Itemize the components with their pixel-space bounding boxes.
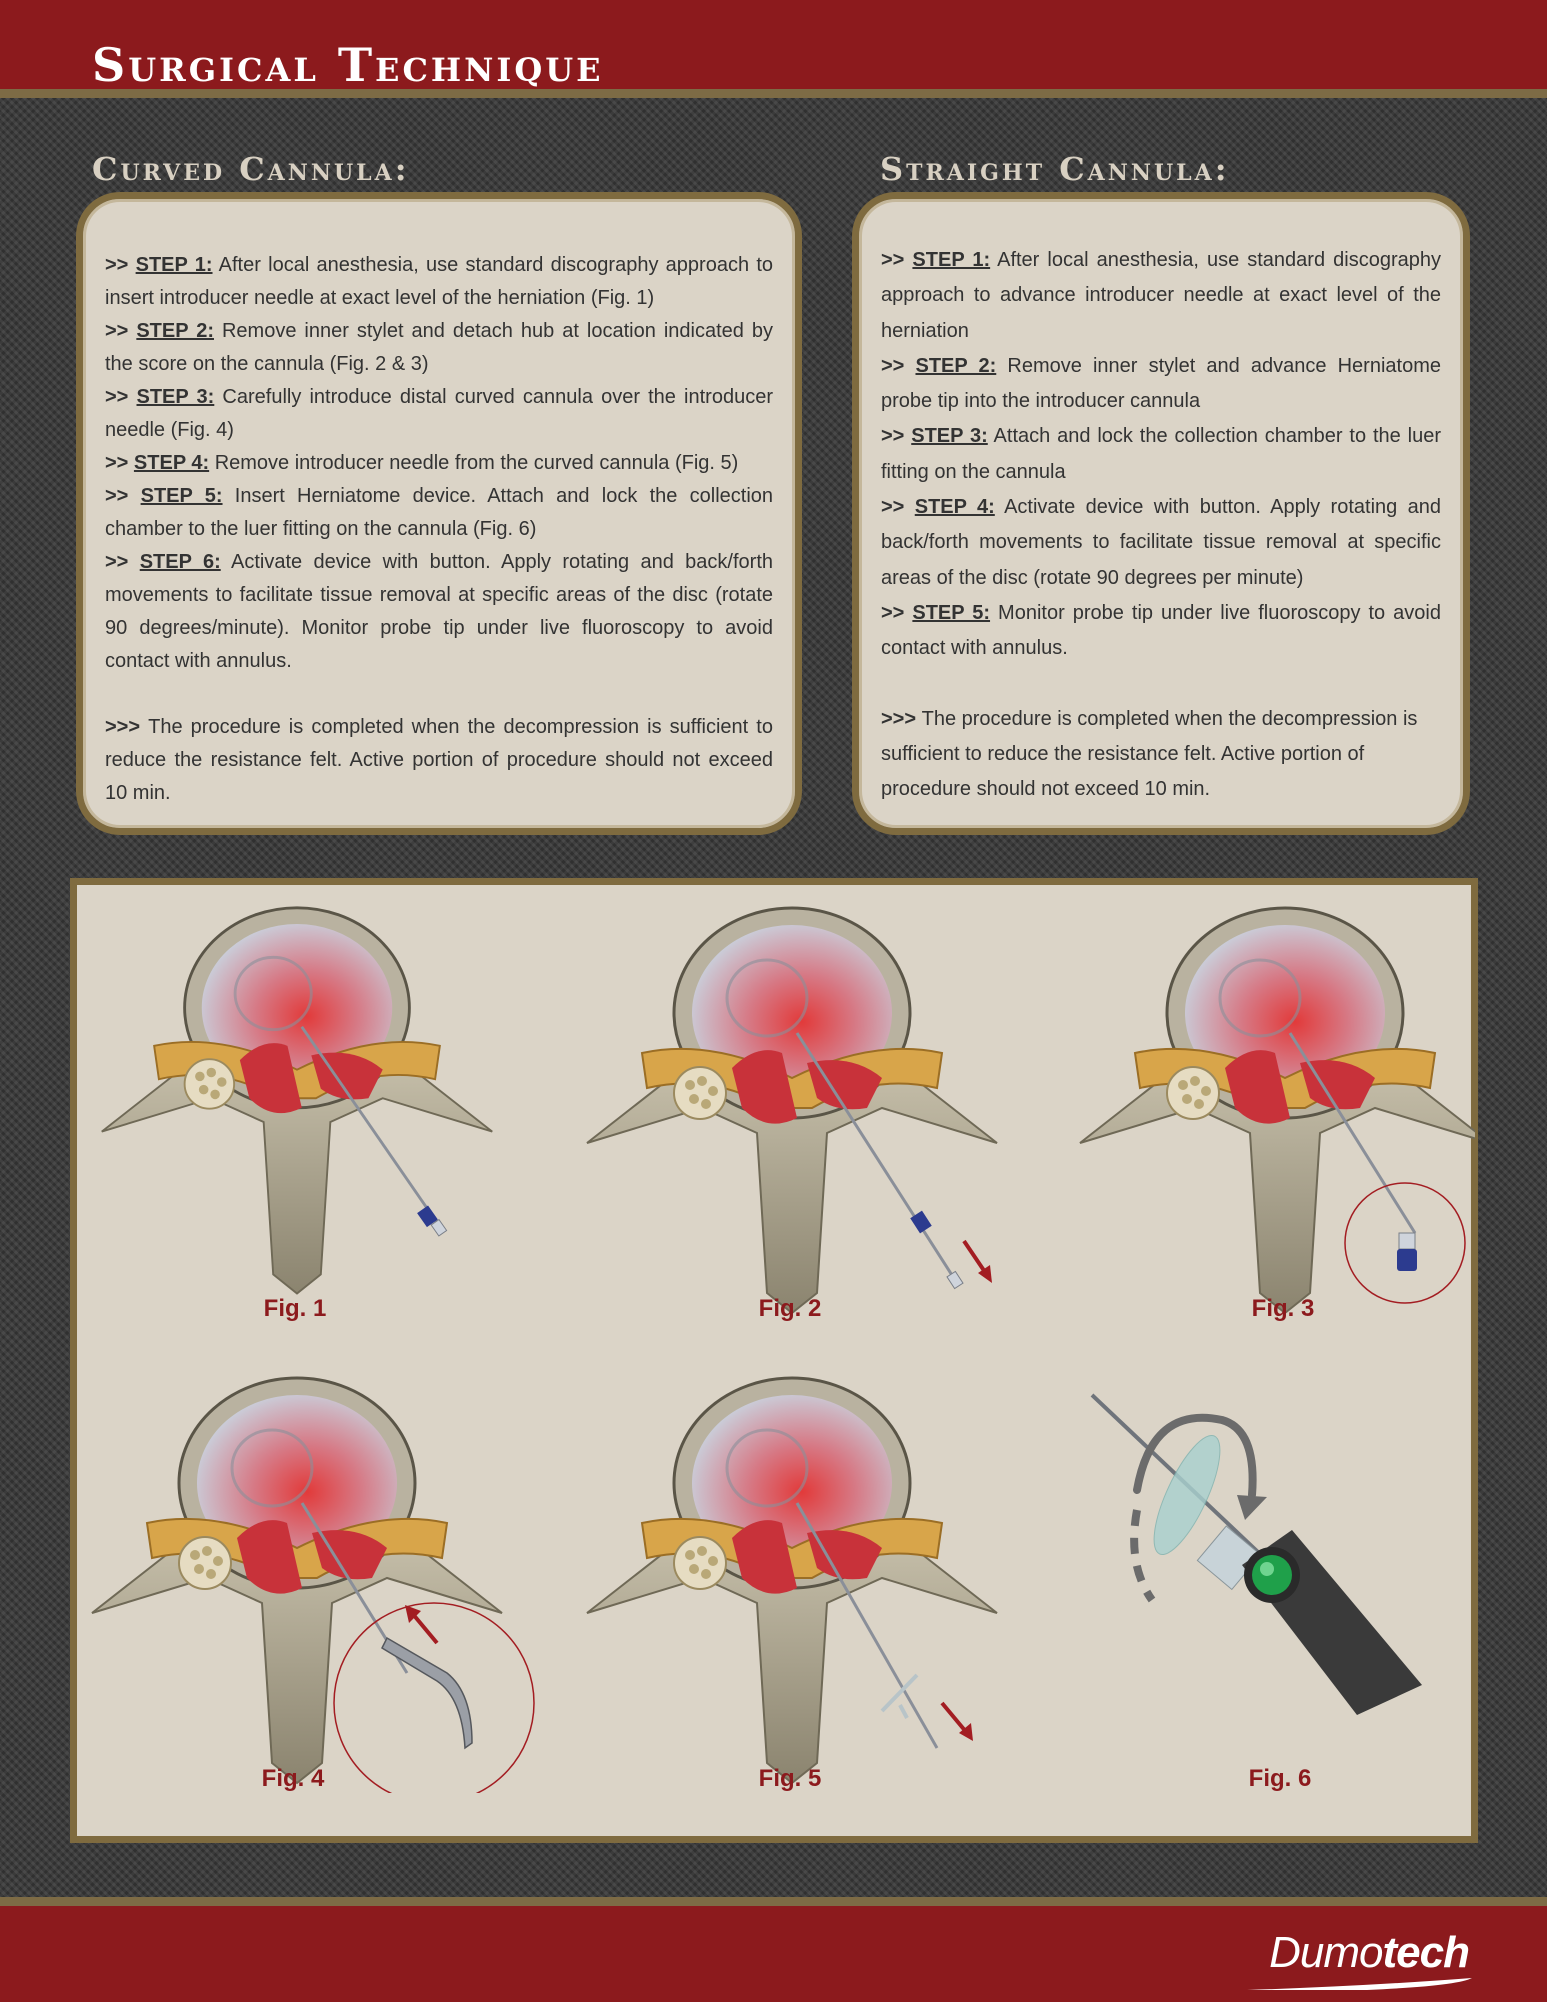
step-label: STEP 1: bbox=[912, 249, 991, 271]
curved-step-2 bbox=[105, 315, 773, 381]
closing-text: The procedure is completed when the decompression is sufficient to reduce the resistance felt. Active portion of procedure should not exceed 10 min. bbox=[881, 707, 1418, 801]
fig-1-illustration bbox=[87, 903, 507, 1303]
straight-step-1 bbox=[881, 243, 1441, 349]
header-bar bbox=[0, 0, 1547, 98]
fig-4-caption: Fig. 4 bbox=[261, 1765, 325, 1792]
fig-3-illustration bbox=[1075, 903, 1475, 1323]
closing-text: The procedure is completed when the decompression is sufficient to reduce the resistance felt. Active portion of procedure should not exceed 10 min. bbox=[105, 716, 773, 804]
step-text: Remove inner stylet and advance Herniatome probe tip into the introducer cannula bbox=[881, 354, 1441, 413]
fig-2-illustration bbox=[582, 903, 1002, 1323]
curved-step-4 bbox=[105, 447, 773, 480]
logo-bold: tech bbox=[1382, 1928, 1469, 1977]
step-text: Carefully introduce distal curved cannula over the introducer needle (Fig. 4) bbox=[105, 386, 773, 441]
step-prefix: >> bbox=[105, 551, 140, 573]
straight-step-5 bbox=[881, 596, 1441, 667]
step-text: Attach and lock the collection chamber to the luer fitting on the cannula bbox=[881, 425, 1441, 483]
fig-2-caption: Fig. 2 bbox=[758, 1295, 822, 1322]
straight-step-2 bbox=[881, 349, 1441, 420]
step-text: After local anesthesia, use standard discography approach to insert introducer needle at exact level of the herniation (Fig. 1) bbox=[105, 254, 774, 309]
curved-step-5 bbox=[105, 480, 773, 546]
dumotech-logo bbox=[1269, 1928, 1469, 1978]
step-label: STEP 1: bbox=[135, 254, 213, 276]
step-prefix: >> bbox=[881, 601, 913, 624]
fig-4-illustration bbox=[87, 1373, 557, 1793]
step-label: STEP 2: bbox=[915, 354, 997, 377]
step-label: STEP 5: bbox=[140, 485, 223, 507]
step-label: STEP 4: bbox=[133, 452, 210, 474]
closing-prefix: >>> bbox=[881, 707, 922, 730]
logo-regular: Dumo bbox=[1269, 1928, 1383, 1977]
step-text: Monitor probe tip under live fluoroscopy to avoid contact with annulus. bbox=[881, 601, 1441, 660]
logo-swoosh-icon bbox=[1247, 1976, 1477, 1992]
straight-closing-note bbox=[881, 702, 1441, 808]
step-prefix: >> bbox=[105, 386, 137, 408]
step-text: Activate device with button. Apply rotating and back/forth movements to facilitate tissue removal at specific areas of the disc (rotate 90 degrees per minute) bbox=[881, 496, 1442, 589]
step-prefix: >> bbox=[881, 354, 916, 377]
closing-prefix: >>> bbox=[105, 716, 149, 738]
step-prefix: >> bbox=[105, 485, 141, 507]
curved-step-3 bbox=[105, 381, 773, 447]
step-text: Insert Herniatome device. Attach and lock the collection chamber to the luer fitting on the cannula (Fig. 6) bbox=[105, 485, 774, 540]
step-prefix: >> bbox=[881, 425, 912, 448]
curved-cannula-panel bbox=[76, 192, 802, 835]
fig-5-caption: Fig. 5 bbox=[758, 1765, 822, 1792]
footer-bar bbox=[0, 1897, 1547, 2002]
page-title: Surgical Technique bbox=[92, 38, 604, 92]
step-prefix: >> bbox=[105, 254, 136, 276]
straight-step-3 bbox=[881, 419, 1441, 490]
step-label: STEP 3: bbox=[911, 425, 988, 448]
step-label: STEP 3: bbox=[136, 386, 215, 408]
curved-cannula-heading: Curved Cannula: bbox=[92, 150, 410, 188]
figures-panel bbox=[70, 878, 1478, 1843]
straight-cannula-heading: Straight Cannula: bbox=[880, 150, 1230, 188]
step-label: STEP 5: bbox=[912, 601, 991, 624]
step-prefix: >> bbox=[881, 496, 915, 519]
fig-6-caption: Fig. 6 bbox=[1248, 1765, 1312, 1792]
step-text: Activate device with button. Apply rotating and back/forth movements to facilitate tissue removal at specific areas of the disc (rotate 90 degrees/minute). Monitor probe tip under live fluoroscopy to avoid contact with annulus. bbox=[105, 551, 773, 672]
fig-1-caption: Fig. 1 bbox=[263, 1295, 327, 1322]
curved-closing-note bbox=[105, 711, 773, 810]
step-text: Remove introducer needle from the curved cannula (Fig. 5) bbox=[209, 452, 739, 474]
step-text: After local anesthesia, use standard discography approach to advance introducer needle at exact level of the herniation bbox=[881, 249, 1441, 342]
step-label: STEP 2: bbox=[136, 320, 214, 342]
curved-step-6 bbox=[105, 546, 773, 678]
fig-5-illustration bbox=[582, 1373, 1002, 1793]
step-label: STEP 6: bbox=[139, 551, 221, 573]
fig-3-caption: Fig. 3 bbox=[1251, 1295, 1315, 1322]
curved-step-1 bbox=[105, 249, 773, 315]
step-text: Remove inner stylet and detach hub at location indicated by the score on the cannula (Fig. 2 & 3) bbox=[105, 320, 773, 375]
fig-6-illustration bbox=[1077, 1385, 1457, 1745]
straight-cannula-panel bbox=[852, 192, 1470, 835]
step-label: STEP 4: bbox=[914, 496, 995, 519]
straight-step-4 bbox=[881, 490, 1441, 596]
step-prefix: >> bbox=[105, 320, 137, 342]
step-prefix: >> bbox=[105, 452, 134, 474]
step-prefix: >> bbox=[881, 249, 913, 271]
